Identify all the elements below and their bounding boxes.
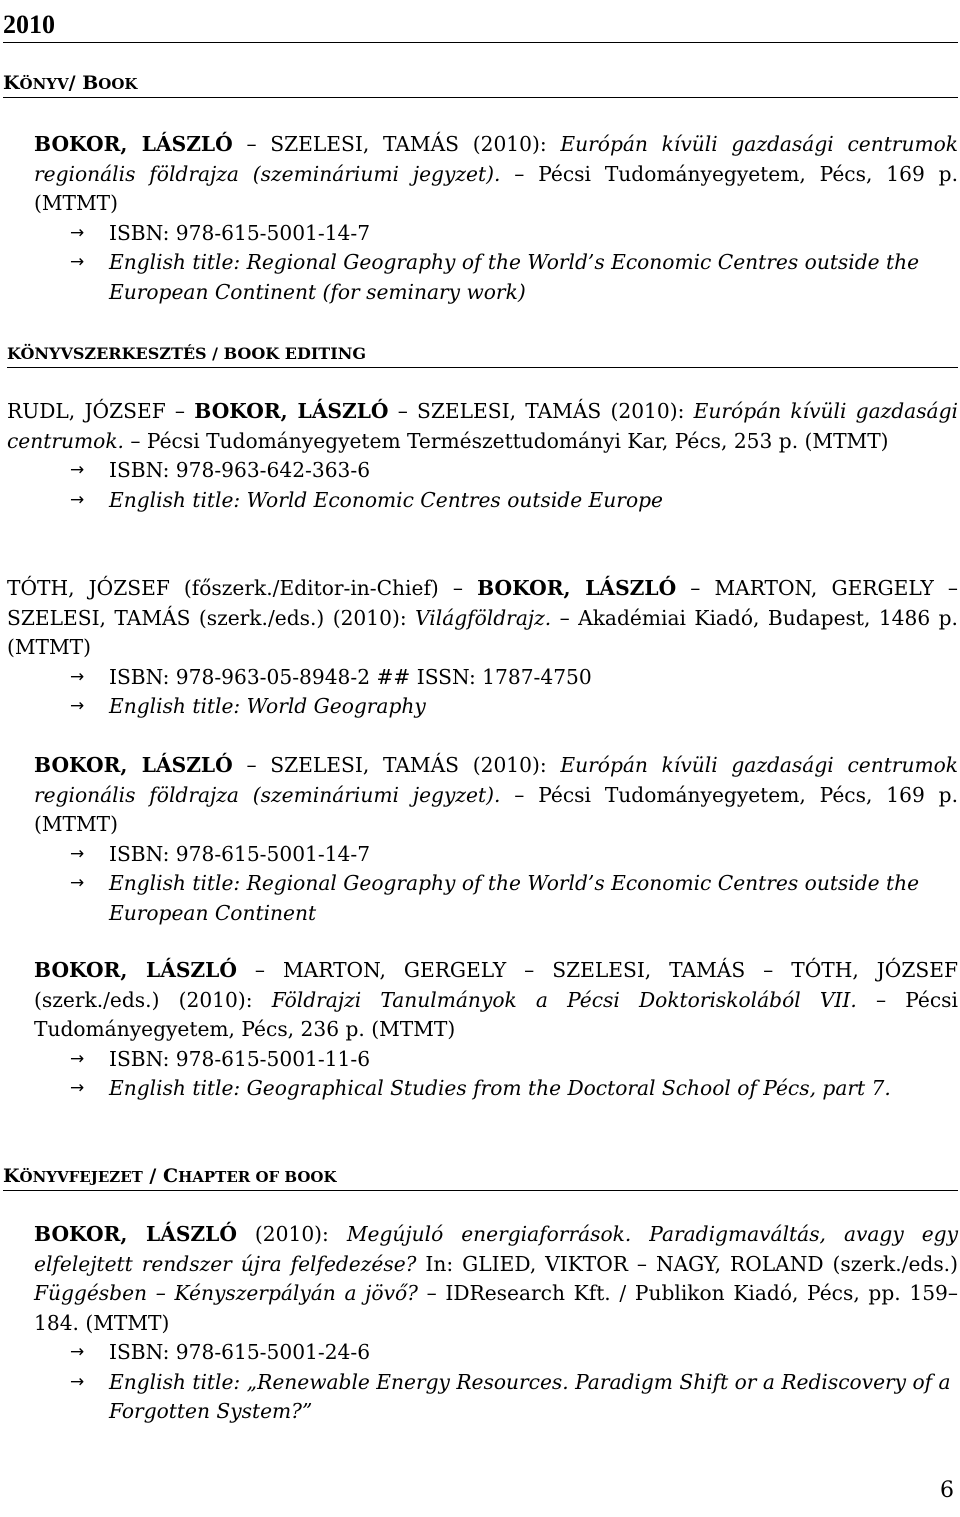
author-name: BOKOR, LÁSZLÓ	[34, 958, 237, 982]
author-name: SZELESI, TAMÁS	[270, 753, 459, 777]
author-name: SZELESI, TAMÁS	[417, 399, 602, 423]
entry-publisher: IDResearch Kft. / Publikon Kiadó, Pécs, pp. 159–184. (MTMT)	[34, 1281, 958, 1335]
arrow-right-icon: →	[70, 873, 85, 893]
entry-title: Földrajzi Tanulmányok a Pécsi Doktoriskolából VII.	[271, 987, 857, 1012]
entry-publisher: Akadémiai Kiadó, Budapest, 1486 p. (MTMT)	[7, 605, 958, 659]
english-title-line: → English title: World Geography	[7, 692, 958, 722]
english-title-line: → English title: World Economic Centres outside Europe	[7, 486, 958, 516]
entry-title: Világföldrajz.	[415, 605, 552, 630]
isbn-line: → ISBN: 978-963-05-8948-2 ## ISSN: 1787-4750	[7, 663, 958, 693]
section-heading-book-editing: KÖNYVSZERKESZTÉS / BOOK EDITING	[7, 340, 958, 368]
entry-reference: BOKOR, LÁSZLÓ (2010): Megújuló energiaforrások. Paradigmaváltás, avagy egy elfelejtett rendszer újra felfedezése? In: GLIED, VIKTOR – NAGY, ROLAND (szerk./eds.) Függésben – Kényszerpályán a jövő? – IDResearch Kft. / Publikon Kiadó, Pécs, pp. 159–184. (MTMT)	[34, 1222, 958, 1335]
editor-names: GLIED, VIKTOR – NAGY, ROLAND	[462, 1251, 824, 1276]
arrow-right-icon: →	[70, 1371, 85, 1392]
author-name: MARTON, GERGELY	[282, 958, 507, 982]
arrow-right-icon: →	[70, 252, 85, 272]
arrow-right-icon: →	[70, 222, 85, 243]
section-heading-chapter: KÖNYVFEJEZET / CHAPTER OF BOOK	[3, 1163, 958, 1191]
author-name: BOKOR, LÁSZLÓ	[34, 132, 233, 156]
arrow-right-icon: →	[70, 460, 85, 480]
year-heading: 2010	[3, 8, 958, 43]
arrow-right-icon: →	[70, 1342, 85, 1362]
english-title-line: → English title: Geographical Studies from the Doctoral School of Pécs, part 7.	[34, 1074, 958, 1104]
author-name: RUDL, JÓZSEF	[7, 399, 166, 423]
author-name: TÓTH, JÓZSEF	[791, 958, 958, 982]
bibliography-entry	[34, 130, 958, 307]
entry-title: Megújuló energiaforrások. Paradigmaváltás, avagy egy elfelejtett rendszer újra felfedezése?	[34, 1222, 958, 1276]
bibliography-entry	[34, 1220, 958, 1427]
isbn-line: → ISBN: 978-615-5001-14-7	[34, 840, 958, 870]
author-name: BOKOR, LÁSZLÓ	[34, 753, 233, 777]
entry-publisher: Pécsi Tudományegyetem Természettudományi Kar, Pécs, 253 p. (MTMT)	[146, 428, 889, 453]
english-title-line: → English title: „Renewable Energy Resources. Paradigm Shift or a Rediscovery of a Forgotten System?”	[70, 1369, 951, 1423]
isbn-line: → ISBN: 978-615-5001-24-6	[34, 1338, 958, 1368]
english-title-line: → English title: Regional Geography of the World’s Economic Centres outside the European Continent (for seminary work)	[70, 250, 920, 304]
isbn-line: → ISBN: 978-615-5001-11-6	[34, 1045, 958, 1075]
entry-publisher: Pécsi Tudományegyetem, Pécs, 169 p. (MTMT)	[34, 782, 958, 836]
bibliography-entry	[34, 956, 958, 1104]
isbn-line: → ISBN: 978-615-5001-14-7	[34, 219, 958, 249]
entry-title: Európán kívüli gazdasági centrumok regionális földrajza (szemináriumi jegyzet).	[34, 753, 958, 807]
author-name: TÓTH, JÓZSEF	[7, 576, 170, 600]
page-number: 6	[940, 1478, 954, 1503]
entry-title: Európán kívüli gazdasági centrumok.	[7, 399, 958, 453]
author-name: SZELESI, TAMÁS	[7, 605, 191, 630]
entry-reference: BOKOR, LÁSZLÓ – SZELESI, TAMÁS (2010): Európán kívüli gazdasági centrumok regionális földrajza (szemináriumi jegyzet). – Pécsi Tudományegyetem, Pécs, 169 p. (MTMT)	[34, 753, 958, 836]
isbn-line: → ISBN: 978-963-642-363-6	[7, 456, 958, 486]
author-name: BOKOR, LÁSZLÓ	[477, 576, 677, 600]
entry-title: Európán kívüli gazdasági centrumok regionális földrajza (szemináriumi jegyzet).	[34, 132, 958, 186]
author-name: SZELESI, TAMÁS	[552, 958, 746, 982]
author-name: BOKOR, LÁSZLÓ	[194, 399, 389, 423]
author-name: BOKOR, LÁSZLÓ	[34, 1222, 237, 1246]
author-name: SZELESI, TAMÁS	[270, 132, 459, 156]
section-heading-book: KÖNYV/ BOOK	[3, 70, 958, 98]
arrow-right-icon: →	[70, 843, 85, 864]
arrow-right-icon: →	[70, 1048, 85, 1069]
bibliography-entry	[7, 574, 958, 722]
entry-reference: RUDL, JÓZSEF – BOKOR, LÁSZLÓ – SZELESI, TAMÁS (2010): Európán kívüli gazdasági centrumok. – Pécsi Tudományegyetem Természettudományi Kar, Pécs, 253 p. (MTMT)	[7, 399, 958, 453]
author-name: MARTON, GERGELY	[714, 576, 934, 600]
entry-reference: BOKOR, LÁSZLÓ – SZELESI, TAMÁS (2010): Európán kívüli gazdasági centrumok regionális földrajza (szemináriumi jegyzet). – Pécsi Tudományegyetem, Pécs, 169 p. (MTMT)	[34, 132, 958, 215]
book-title: Függésben – Kényszerpályán a jövő?	[34, 1281, 418, 1305]
arrow-right-icon: →	[70, 1078, 85, 1098]
bibliography-entry	[34, 751, 958, 928]
bibliography-entry	[7, 397, 958, 515]
entry-reference: BOKOR, LÁSZLÓ – MARTON, GERGELY – SZELESI, TAMÁS – TÓTH, JÓZSEF (szerk./eds.) (2010): Földrajzi Tanulmányok a Pécsi Doktoriskolából VII. – Pécsi Tudományegyetem, Pécs, 236 p. (MTMT)	[34, 958, 958, 1041]
english-title-line: → English title: Regional Geography of the World’s Economic Centres outside the European Continent	[70, 871, 920, 925]
entry-publisher: Pécsi Tudományegyetem, Pécs, 169 p. (MTMT)	[34, 161, 958, 215]
arrow-right-icon: →	[70, 696, 85, 716]
entry-publisher: Pécsi Tudományegyetem, Pécs, 236 p. (MTMT)	[34, 987, 958, 1041]
arrow-right-icon: →	[70, 666, 85, 687]
arrow-right-icon: →	[70, 489, 85, 510]
entry-reference: TÓTH, JÓZSEF (főszerk./Editor-in-Chief) – BOKOR, LÁSZLÓ – MARTON, GERGELY – SZELESI, TAMÁS (szerk./eds.) (2010): Világföldrajz. – Akadémiai Kiadó, Budapest, 1486 p. (MTMT)	[7, 576, 958, 659]
